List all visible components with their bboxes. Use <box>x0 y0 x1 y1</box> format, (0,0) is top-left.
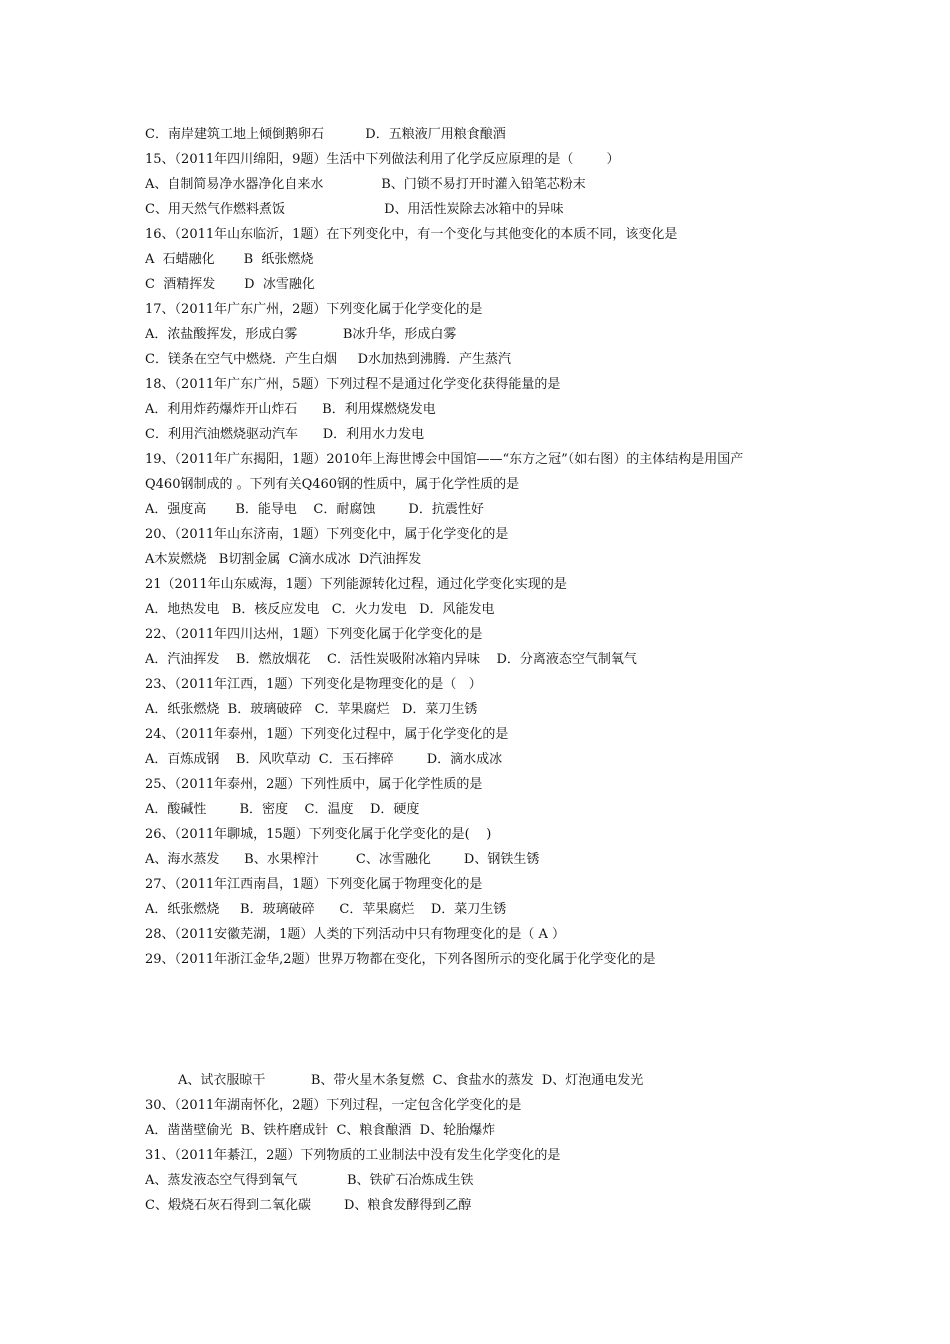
text-line: C 酒精挥发 D 冰雪融化 <box>145 277 315 292</box>
text-line: A、试衣服晾干 B、带火星木条复燃 C、食盐水的蒸发 D、灯泡通电发光 <box>178 1073 644 1088</box>
question-27: 27、（2011年江西南昌，1题）下列变化属于物理变化的是 <box>145 877 483 892</box>
question-31: 31、（2011年綦江，2题）下列物质的工业制法中没有发生化学变化的是 <box>145 1148 561 1163</box>
text-line: A、蒸发液态空气得到氧气 B、铁矿石冶炼成生铁 <box>145 1173 474 1188</box>
question-21: 21（2011年山东威海，1题）下列能源转化过程，通过化学变化实现的是 <box>145 577 567 592</box>
question-19: 19、（2011年广东揭阳，1题）2010年上海世博会中国馆——“东方之冠”（如右图）的主体结构是用国产 <box>145 452 744 467</box>
text-line: A．凿凿壁偷光 B、铁杵磨成针 C、粮食酿酒 D、轮胎爆炸 <box>145 1123 496 1138</box>
text-line: C、用天然气作燃料煮饭 D、用活性炭除去冰箱中的异味 <box>145 202 564 217</box>
question-block-upper <box>145 122 845 972</box>
question-29: 29、（2011年浙江金华,2题）世界万物都在变化，下列各图所示的变化属于化学变化的是 <box>145 952 656 967</box>
question-26: 26、（2011年聊城，15题）下列变化属于化学变化的是( ) <box>145 827 492 842</box>
text-line: C、煅烧石灰石得到二氧化碳 D、粮食发酵得到乙醇 <box>145 1198 472 1213</box>
question-20: 20、（2011年山东济南，1题）下列变化中，属于化学变化的是 <box>145 527 509 542</box>
text-line: C．镁条在空气中燃烧．产生白烟 D水加热到沸腾．产生蒸汽 <box>145 352 512 367</box>
question-24: 24、（2011年泰州，1题）下列变化过程中，属于化学变化的是 <box>145 727 509 742</box>
text-line: A．酸碱性 B．密度 C．温度 D．硬度 <box>145 802 420 817</box>
text-line: A．纸张燃烧 B．玻璃破碎 C．苹果腐烂 D．菜刀生锈 <box>145 902 507 917</box>
question-23: 23、（2011年江西，1题）下列变化是物理变化的是（ ） <box>145 677 482 692</box>
question-28: 28、（2011安徽芜湖，1题）人类的下列活动中只有物理变化的是（ A ） <box>145 927 566 942</box>
text-line: A、海水蒸发 B、水果榨汁 C、冰雪融化 D、钢铁生锈 <box>145 852 540 867</box>
question-22: 22、（2011年四川达州，1题）下列变化属于化学变化的是 <box>145 627 483 642</box>
text-line: A．百炼成钢 B．风吹草动 C．玉石摔碎 D．滴水成冰 <box>145 752 503 767</box>
text-line: A．地热发电 B．核反应发电 C．火力发电 D．风能发电 <box>145 602 495 617</box>
text-line: Q460钢制成的 。下列有关Q460钢的性质中，属于化学性质的是 <box>145 477 520 492</box>
question-15: 15、（2011年四川绵阳，9题）生活中下列做法利用了化学反应原理的是（ ） <box>145 152 620 167</box>
question-16: 16、（2011年山东临沂，1题）在下列变化中，有一个变化与其他变化的本质不同，该变化是 <box>145 227 678 242</box>
text-line: C．南岸建筑工地上倾倒鹅卵石 D．五粮液厂用粮食酿酒 <box>145 127 506 142</box>
text-line: A．汽油挥发 B．燃放烟花 C．活性炭吸附冰箱内异味 D．分离液态空气制氧气 <box>145 652 637 667</box>
text-line: A．纸张燃烧 B．玻璃破碎 C．苹果腐烂 D．菜刀生锈 <box>145 702 478 717</box>
question-30: 30、（2011年湖南怀化，2题）下列过程，一定包含化学变化的是 <box>145 1098 522 1113</box>
question-17: 17、（2011年广东广州，2题）下列变化属于化学变化的是 <box>145 302 483 317</box>
text-line: A 石蜡融化 B 纸张燃烧 <box>145 252 314 267</box>
text-line: A木炭燃烧 B切割金属 C滴水成冰 D汽油挥发 <box>145 552 422 567</box>
text-line: A、自制简易净水器净化自来水 B、门锁不易打开时灌入铅笔芯粉末 <box>145 177 586 192</box>
text-line: A．浓盐酸挥发，形成白雾 B冰升华，形成白雾 <box>145 327 457 342</box>
question-block-lower <box>145 1068 845 1218</box>
text-line: A．强度高 B．能导电 C．耐腐蚀 D．抗震性好 <box>145 502 484 517</box>
text-line: C．利用汽油燃烧驱动汽车 D．利用水力发电 <box>145 427 425 442</box>
question-18: 18、（2011年广东广州，5题）下列过程不是通过化学变化获得能量的是 <box>145 377 561 392</box>
text-line: A．利用炸药爆炸开山炸石 B．利用煤燃烧发电 <box>145 402 436 417</box>
question-25: 25、（2011年泰州，2题）下列性质中，属于化学性质的是 <box>145 777 483 792</box>
